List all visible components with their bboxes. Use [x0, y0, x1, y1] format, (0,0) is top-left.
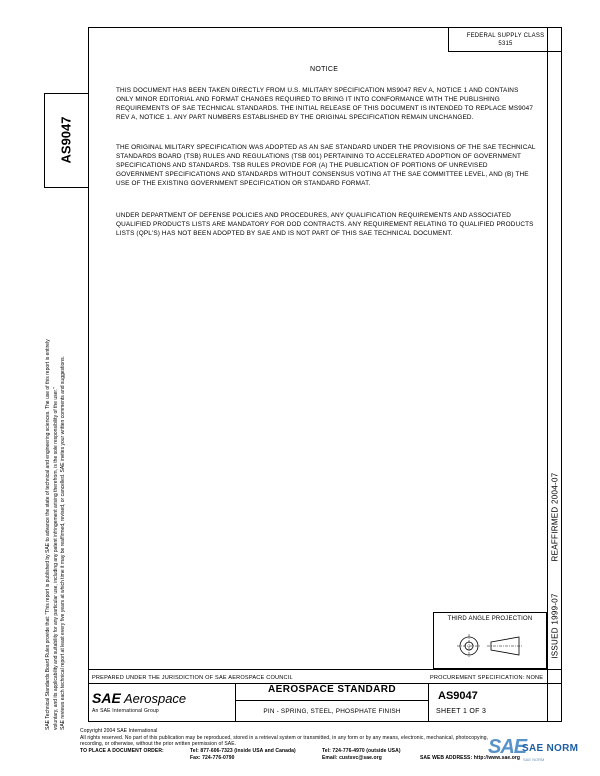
notice-paragraph: THE ORIGINAL MILITARY SPECIFICATION WAS ADOPTED AS AN SAE STANDARD UNDER THE PROVISIONS OF THE SAE TECHNICAL STANDARDS BOARD (TSB) RULES AND REGULATIONS (TSB 001) PERTAINING TO ACCELERATED ADOPTION OF GOVERNMENT SPECIFICATIONS AND STANDARDS. TSB RULES PROVIDE FOR (A) THE PUBLICATION OF PORTIONS OF UNREVISED GOVERNMENT SPECIFICATIONS AND STANDARDS WITHOUT CONSENSUS VOTING AT THE SAE COMMITTEE LEVEL, AND (B) THE USE OF THE EXISTING GOVERNMENT SPECIFICATION OR STANDARD FORMAT.: [116, 144, 536, 187]
standard-title: AEROSPACE STANDARD: [268, 684, 396, 695]
sae-norm-watermark-mark: SAE: [488, 736, 527, 758]
disclaimer-line: SAE reviews each technical report at least every five years at which time it may be reaffirmed, revised, or cancelled. SAE invites your written comments and suggestions.: [59, 356, 66, 730]
notice-title: NOTICE: [310, 66, 339, 73]
sae-logo: SAE: [92, 690, 121, 706]
footer-web-address: SAE WEB ADDRESS: http://www.sae.org: [420, 755, 521, 761]
footer-order-label: TO PLACE A DOCUMENT ORDER:: [80, 748, 164, 754]
sheet-number: SHEET 1 OF 3: [436, 708, 487, 715]
standard-subtitle: PIN - SPRING, STEEL, PHOSPHATE FINISH: [263, 708, 401, 715]
disclaimer-line: voluntary, and its applicability and suitability for any particular use, including any patent infringement arising therefrom, is the sole responsibility of the user.": [52, 387, 59, 730]
notice-paragraph: UNDER DEPARTMENT OF DEFENSE POLICIES AND PROCEDURES, ANY QUALIFICATION REQUIREMENTS AND ASSOCIATED QUALIFIED PRODUCTS LISTS ARE MANDATORY FOR DOD CONTRACTS. ANY REQUIREMENT RELATING TO QUALIFIED PRODUCTS LISTS (QPL'S) HAS NOT BEEN ADOPTED BY SAE AND IS NOT PART OF THIS SAE TECHNICAL DOCUMENT.: [116, 212, 534, 237]
footer-fax: Fax: 724-776-0790: [190, 755, 235, 761]
number-cell: [428, 683, 562, 722]
projection-label: THIRD ANGLE PROJECTION: [447, 616, 533, 622]
procurement-spec: PROCUREMENT SPECIFICATION: NONE: [430, 675, 544, 681]
title-rule: [236, 700, 428, 701]
sae-logo-aerospace: Aerospace: [124, 691, 187, 706]
footer-tel-outside: Tel: 724-776-4970 (outside USA): [322, 748, 401, 754]
supply-class-box: [448, 27, 562, 52]
third-angle-projection-symbol: [455, 630, 535, 662]
reaffirmed-date: REAFFIRMED 2004-07: [550, 472, 560, 562]
supply-class-value: 5315: [498, 41, 513, 47]
bottom-rule: [88, 669, 562, 670]
notice-paragraph: THIS DOCUMENT HAS BEEN TAKEN DIRECTLY FROM U.S. MILITARY SPECIFICATION MS9047 REV A, NOTICE 1 AND CONTAINS ONLY MINOR EDITORIAL AND FORMAT CHANGES REQUIRED TO BRING IT INTO CONFORMANCE WITH THE PUBLISHING REQUIREMENTS OF SAE TECHNICAL STANDARDS. THE INITIAL RELEASE OF THIS DOCUMENT IS INTENDED TO REPLACE MS9047 REV A, NOTICE 1. ANY PART NUMBERS ESTABLISHED BY THE ORIGINAL SPECIFICATION REMAIN UNCHANGED.: [116, 87, 534, 121]
sae-norm-watermark-small: SAE NORM: [523, 757, 545, 762]
footer-rights: All rights reserved. No part of this publication may be reproduced, stored in a retrieval system or transmitted, in any form or by any means, electronic, mechanical, photocopying,: [80, 735, 489, 741]
disclaimer: [45, 210, 68, 730]
footer-tel-inside: Tel: 877-606-7323 (inside USA and Canada): [190, 748, 296, 754]
sae-logo-subtitle: An SAE International Group: [92, 708, 159, 714]
sae-norm-watermark: SAE NORM: [522, 743, 579, 754]
disclaimer-line: SAE Technical Standards Board Rules provide that: "This report is published by SAE to advance the state of technical and engineering sciences. The use of this report is entirely: [44, 339, 51, 730]
doc-number-vertical: AS9047: [58, 116, 74, 164]
standard-number: AS9047: [438, 690, 478, 702]
footer-email: Email: custsvc@sae.org: [322, 755, 382, 761]
right-divider: [547, 27, 548, 722]
supply-class-label: FEDERAL SUPPLY CLASS: [466, 33, 545, 39]
issued-date: ISSUED 1999-07: [550, 593, 560, 659]
footer-rights-cont: recording, or otherwise, without the prior written permission of SAE.: [80, 741, 237, 747]
footer-copyright: Copyright 2004 SAE International: [80, 728, 158, 734]
prepared-under: PREPARED UNDER THE JURISDICTION OF SAE AEROSPACE COUNCIL: [92, 675, 293, 681]
